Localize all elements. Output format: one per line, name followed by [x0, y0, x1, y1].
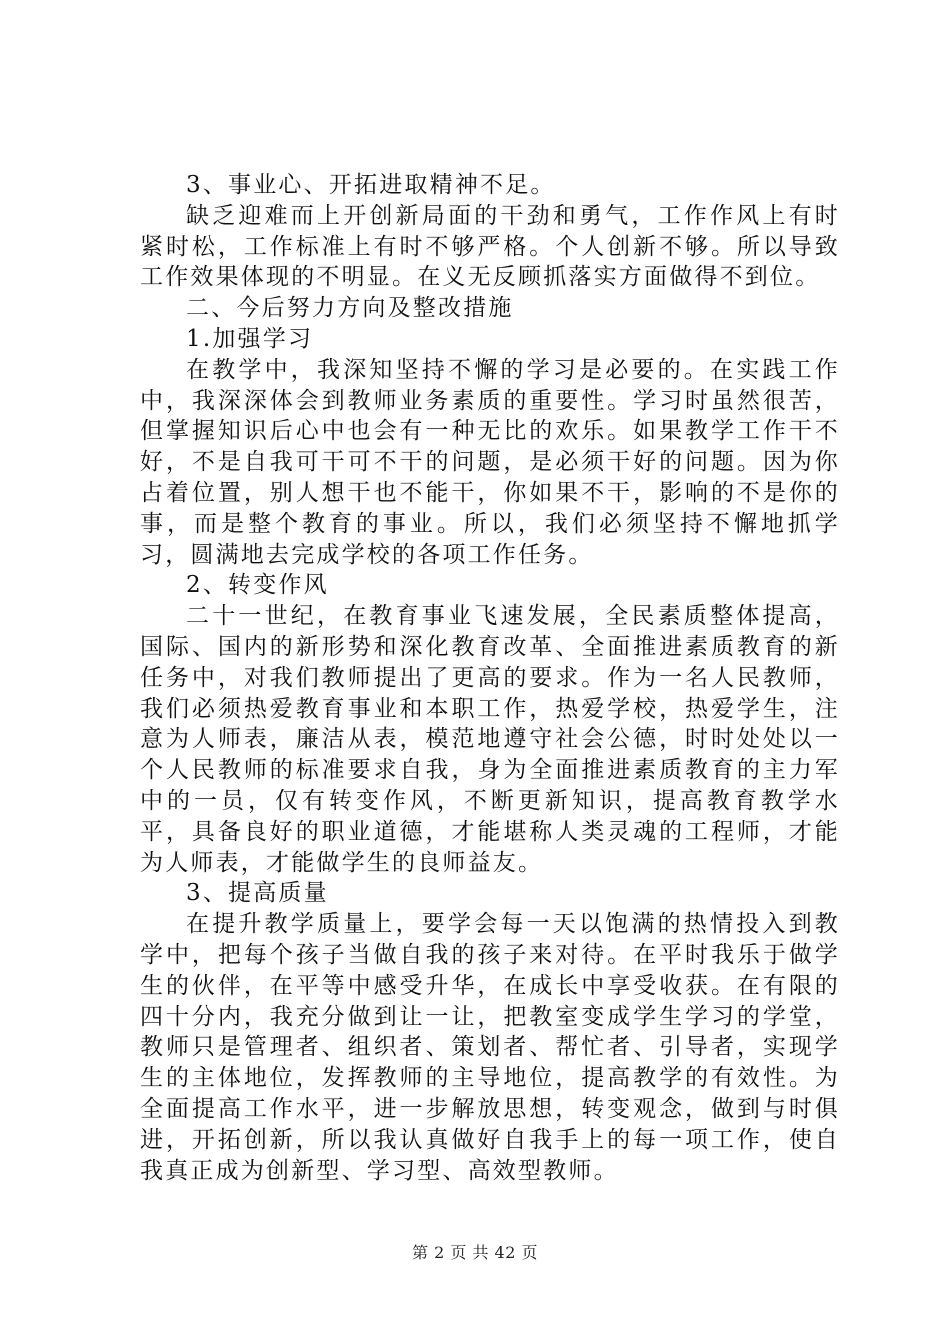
subheading-improve-quality: 3、提高质量	[186, 880, 329, 907]
paragraph: 缺乏迎难而上开创新局面的干劲和勇气，工作作风上有时紧时松，工作标准上有时不够严格。个人创新不够。所以导致工作效果体现的不明显。在义无反顾抓落实方面做得不到位。	[140, 202, 840, 291]
paragraph: 在教学中，我深知坚持不懈的学习是必要的。在实践工作中，我深深体会到教师业务素质的重要性。学习时虽然很苦，但掌握知识后心中也会有一种无比的欢乐。如果教学工作干不好，不是自我可干可不干的问题，是必须干好的问题。因为你占着位置，别人想干也不能干，你如果不干，影响的不是你的事，而是整个教育的事业。所以，我们必须坚持不懈地抓学习，圆满地去完成学校的各项工作任务。	[140, 356, 840, 568]
page-number-footer: 第 2 页 共 42 页	[412, 1243, 538, 1262]
subheading-strengthen-study: 1.加强学习	[186, 325, 314, 352]
document-body	[140, 170, 840, 1186]
section-heading: 二、今后努力方向及整改措施	[186, 295, 514, 322]
subheading-change-style: 2、转变作风	[186, 572, 329, 599]
paragraph: 在提升教学质量上，要学会每一天以饱满的热情投入到教学中，把每个孩子当做自我的孩子来对待。在平时我乐于做学生的伙伴，在平等中感受升华，在成长中享受收获。在有限的四十分内，我充分做到让一让，把教室变成学生学习的学堂，教师只是管理者、组织者、策划者、帮忙者、引导者，实现学生的主体地位，发挥教师的主导地位，提高教学的有效性。为全面提高工作水平，进一步解放思想，转变观念，做到与时俱进，开拓创新，所以我认真做好自我手上的每一项工作，使自我真正成为创新型、学习型、高效型教师。	[140, 911, 840, 1184]
paragraph-heading-3: 3、事业心、开拓进取精神不足。	[186, 172, 556, 198]
paragraph: 二十一世纪，在教育事业飞速发展，全民素质整体提高，国际、国内的新形势和深化教育改革、全面推进素质教育的新任务中，对我们教师提出了更高的要求。作为一名人民教师，我们必须热爱教育事业和本职工作，热爱学校，热爱学生，注意为人师表，廉洁从表，模范地遵守社会公德，时时处处以一个人民教师的标准要求自我，身为全面推进素质教育的主力军中的一员，仅有转变作风，不断更新知识，提高教育教学水平，具备良好的职业道德，才能堪称人类灵魂的工程师，才能为人师表，才能做学生的良师益友。	[140, 603, 840, 876]
